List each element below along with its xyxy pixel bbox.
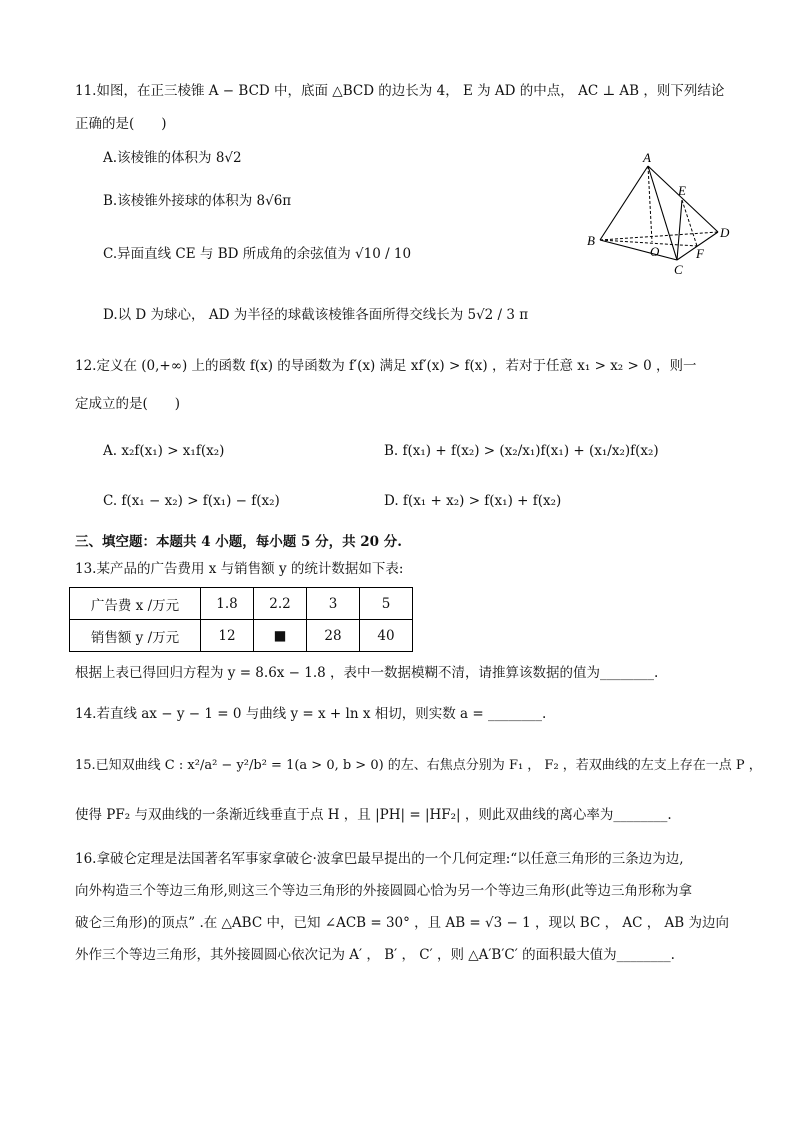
q16-line1: 16.拿破仑定理是法国著名军事家拿破仑·波拿巴最早提出的一个几何定理:“以任意三角形的三条边为边, [75, 851, 684, 867]
table-row-header: 销售额 y /万元 [70, 620, 201, 652]
section3-heading: 三、填空题：本题共 4 小题，每小题 5 分，共 20 分. [75, 534, 402, 550]
label-c: C [674, 262, 683, 277]
table-row [70, 588, 413, 620]
table-cell: 1.8 [201, 588, 254, 620]
q13-after: 根据上表已得回归方程为 y = 8.6x − 1.8 ，表中一数据模糊不清，请推算该数据的值为________. [75, 665, 659, 681]
table-cell: ■ [254, 620, 307, 652]
q12-option-c: C. f(x₁ − x₂) > f(x₁) − f(x₂) [103, 493, 280, 509]
q11-option-b: B.该棱锥外接球的体积为 8√6π [103, 193, 292, 209]
q12-option-d: D. f(x₁ + x₂) > f(x₁) + f(x₂) [384, 493, 562, 509]
label-e: E [678, 183, 686, 198]
table-row [70, 620, 413, 652]
table-cell: 5 [360, 588, 413, 620]
table-cell: 3 [307, 588, 360, 620]
table-row-header: 广告费 x /万元 [70, 588, 201, 620]
label-a: A [643, 150, 651, 165]
label-o: O [650, 244, 660, 259]
q15-stem-line2: 使得 PF₂ 与双曲线的一条渐近线垂直于点 H ，且 |PH| = |HF₂| ，则此双曲线的离心率为________. [75, 807, 672, 823]
label-b: B [587, 233, 595, 248]
q12-option-b: B. f(x₁) + f(x₂) > (x₂/x₁)f(x₁) + (x₁/x₂)f(x₂) [384, 443, 659, 459]
q15-stem-line1: 15.已知双曲线 C : x²/a² − y²/b² = 1(a > 0, b > 0) 的左、右焦点分别为 F₁ ， F₂ ，若双曲线的左支上存在一点 P ， [75, 758, 762, 773]
pyramid-figure [580, 150, 730, 280]
q13-data-table [69, 587, 413, 652]
q12-stem-line1: 12.定义在 (0,+∞) 上的函数 f(x) 的导函数为 f′(x) 满足 xf′(x) > f(x) ，若对于任意 x₁ > x₂ > 0 ，则一 [75, 358, 697, 374]
q12-option-a: A. x₂f(x₁) > x₁f(x₂) [103, 443, 225, 459]
q16-line2: 向外构造三个等边三角形,则这三个等边三角形的外接圆圆心恰为另一个等边三角形(此等边三角形称为拿 [75, 883, 693, 899]
label-d: D [720, 225, 730, 240]
q14-stem: 14.若直线 ax − y − 1 = 0 与曲线 y = x + ln x 相切，则实数 a = ________. [75, 706, 547, 722]
table-cell: 28 [307, 620, 360, 652]
label-f: F [696, 246, 704, 261]
q11-option-a: A.该棱锥的体积为 8√2 [103, 150, 242, 166]
q13-stem: 13.某产品的广告费用 x 与销售额 y 的统计数据如下表: [75, 561, 404, 577]
q12-stem-line2: 定成立的是( ) [75, 396, 181, 412]
q16-line4: 外作三个等边三角形，其外接圆圆心依次记为 A′ ， B′ ， C′ ，则 △A′B′C′ 的面积最大值为________. [75, 947, 675, 963]
q16-line3: 破仑三角形)的顶点” .在 △ABC 中，已知 ∠ACB = 30° ，且 AB = √3 − 1 ，现以 BC ， AC ， AB 为边向 [75, 915, 729, 931]
table-cell: 40 [360, 620, 413, 652]
q11-stem-line1: 11.如图，在正三棱锥 A − BCD 中，底面 △BCD 的边长为 4， E 为 AD 的中点， AC ⊥ AB ，则下列结论 [75, 83, 725, 99]
q11-option-c: C.异面直线 CE 与 BD 所成角的余弦值为 √10 / 10 [103, 246, 412, 262]
table-cell: 12 [201, 620, 254, 652]
table-cell: 2.2 [254, 588, 307, 620]
q11-option-d: D.以 D 为球心， AD 为半径的球截该棱锥各面所得交线长为 5√2 / 3 π [103, 307, 529, 323]
q11-stem-line2: 正确的是( ) [75, 116, 167, 132]
